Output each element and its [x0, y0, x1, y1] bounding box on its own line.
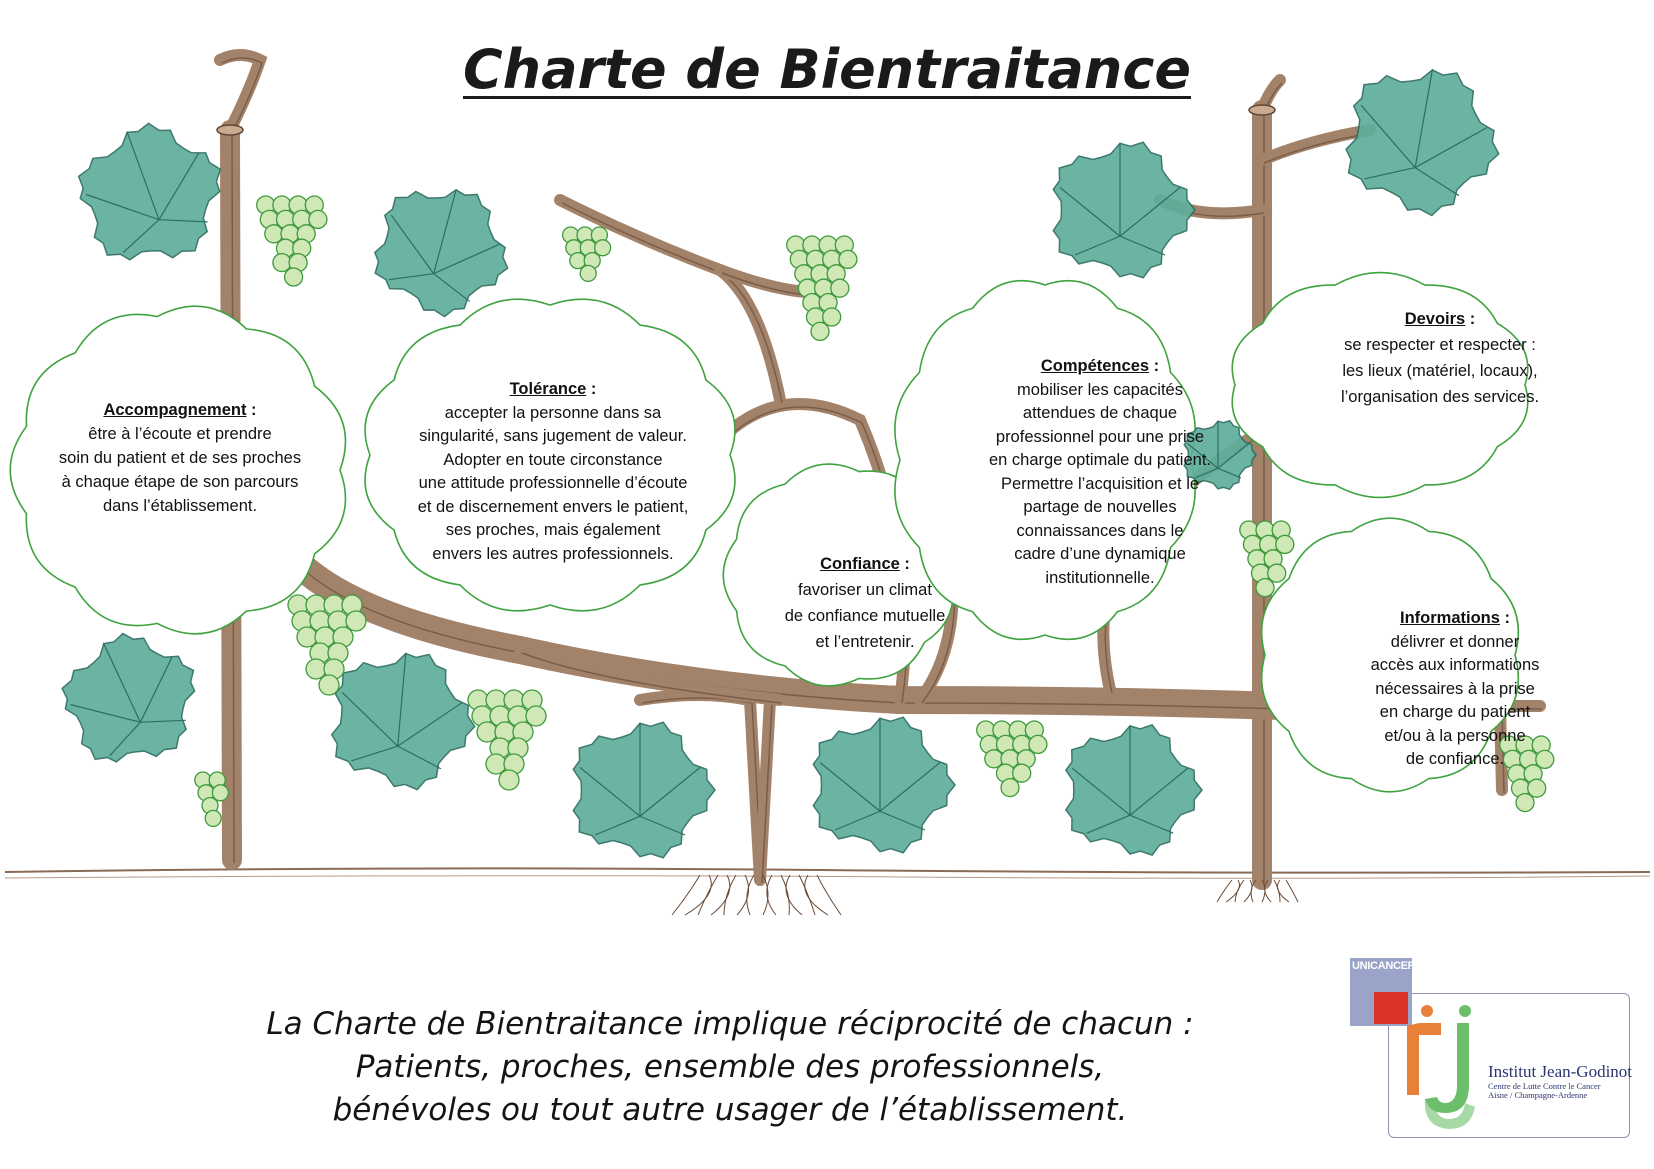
- bubble-heading: Devoirs: [1404, 310, 1466, 328]
- bubble-line: à chaque étape de son parcours: [61, 473, 299, 491]
- bubble-line: dans l’établissement.: [102, 497, 258, 515]
- footer-line: La Charte de Bientraitance implique réciprocité de chacun :: [266, 1006, 1194, 1042]
- bubble-line: cadre d’une dynamique: [1014, 545, 1186, 563]
- bubble-line: envers les autres professionnels.: [432, 544, 674, 563]
- bubble-line: mobiliser les capacités: [1017, 380, 1183, 399]
- vine-leaf-icon: [64, 106, 244, 282]
- grape-cluster-icon: [563, 227, 611, 281]
- bubble-line: en charge du patient: [1379, 703, 1531, 721]
- bubble-heading: Compétences: [1040, 357, 1150, 375]
- bubble-line: de confiance.: [1405, 750, 1505, 768]
- bubble-devoirs: Devoirs : se respecter et respecter : les lieux (matériel, locaux), l’organisation des services.: [1310, 306, 1570, 410]
- grape-cluster-icon: [257, 196, 327, 286]
- vine-leaf-icon: [1066, 725, 1202, 855]
- institut-sub-2: Aisne / Champagne-Ardenne: [1488, 1090, 1588, 1100]
- bubble-line: nécessaires à la prise: [1375, 679, 1535, 698]
- grape-cluster-icon: [468, 690, 546, 790]
- vine-leaf-icon: [813, 717, 955, 853]
- bubble-line: connaissances dans le: [1016, 521, 1184, 540]
- bubble-line: soin du patient et de ses proches: [58, 449, 302, 467]
- ground-line-shadow: [5, 876, 1650, 879]
- vine-leaf-icon: [328, 647, 481, 794]
- vine-leaf-icon: [573, 722, 715, 858]
- bubble-line: accès aux informations: [1370, 656, 1540, 674]
- bubble-line: une attitude professionnelle d’écoute: [418, 474, 688, 492]
- footer-line: Patients, proches, ensemble des professionnels,: [355, 1049, 1105, 1085]
- bubble-line: et/ou à la personne: [1384, 726, 1526, 745]
- bubble-line: et l’entretenir.: [815, 633, 915, 651]
- bubble-line: se respecter et respecter :: [1344, 336, 1536, 354]
- root-strand: [817, 875, 841, 915]
- vine-leaf-icon: [1053, 142, 1195, 278]
- institut-name-block: [1488, 1062, 1632, 1100]
- bubble-accompagnement: Accompagnement : être à l’écoute et prendre soin du patient et de ses proches à chaque étape de son parcours dans l’établissement.: [20, 398, 340, 518]
- vine-branch: [760, 700, 770, 880]
- bubble-line: l’organisation des services.: [1340, 388, 1540, 406]
- bubble-line: accepter la personne dans sa: [444, 403, 662, 422]
- root-strand: [781, 875, 789, 915]
- ijg-monogram-logo: [1405, 1003, 1485, 1133]
- bubble-heading: Tolérance: [509, 380, 587, 398]
- unicancer-label: UNICANCER: [1352, 960, 1416, 972]
- ground-line: [5, 868, 1650, 872]
- unicancer-red-square: [1374, 992, 1408, 1024]
- bubble-line: être à l’écoute et prendre: [88, 425, 272, 443]
- bubble-line: délivrer et donner: [1390, 632, 1520, 651]
- institut-sub-1: Centre de Lutte Contre le Cancer: [1488, 1081, 1601, 1091]
- bubble-line: Permettre l’acquisition et le: [1000, 474, 1200, 493]
- bubble-line: singularité, sans jugement de valeur.: [419, 427, 687, 445]
- root-strand: [1277, 880, 1289, 902]
- bubble-informations: Informations : délivrer et donner accès aux informations nécessaires à la prise en charge du patient et/ou à la personne de confiance.: [1325, 607, 1585, 772]
- root-strand: [1286, 880, 1298, 902]
- bubble-line: professionnel pour une prise: [995, 427, 1205, 446]
- bubble-line: favoriser un climat: [798, 581, 932, 599]
- bubble-line: et de discernement envers le patient,: [417, 497, 689, 516]
- institut-name: Institut Jean-Godinot: [1488, 1062, 1633, 1081]
- bubble-tolerance: Tolérance : accepter la personne dans sa singularité, sans jugement de valeur. Adopter en toute circonstance une attitude professionnelle d’écoute et de discernement envers le patient, ses proches, mais également envers les autres professionnels.: [378, 378, 728, 566]
- vine-leaf-icon: [47, 613, 220, 783]
- bubble-line: institutionnelle.: [1045, 568, 1155, 587]
- bubble-line: de confiance mutuelle: [784, 607, 946, 625]
- trunk-top: [1249, 105, 1275, 115]
- bubble-line: attendues de chaque: [1022, 404, 1178, 422]
- bubble-heading: Accompagnement: [103, 401, 247, 419]
- bubble-heading: Confiance: [820, 555, 900, 573]
- bubble-line: Adopter en toute circonstance: [443, 450, 663, 469]
- root-strand: [724, 875, 736, 915]
- bubble-competences: Compétences : mobiliser les capacités attendues de chaque professionnel pour une prise en charge optimale du patient. Permettre l’acquisition et le partage de nouvelles connaissances dans le cadre d’une dynamique institutionnelle.: [960, 355, 1240, 590]
- bubble-line: ses proches, mais également: [445, 521, 661, 539]
- root-strand: [1274, 880, 1280, 902]
- bubble-line: partage de nouvelles: [1023, 498, 1177, 516]
- unicancer-logo: [1350, 958, 1416, 1026]
- trunk-top: [217, 125, 243, 135]
- grape-cluster-icon: [977, 721, 1047, 797]
- root-strand: [672, 875, 700, 915]
- footer-statement: [230, 1003, 1230, 1132]
- bubble-heading: Informations: [1399, 609, 1500, 627]
- bubble-line: en charge optimale du patient.: [989, 451, 1211, 469]
- page-title: Charte de Bientraitance: [463, 38, 1191, 101]
- bubble-line: les lieux (matériel, locaux),: [1342, 362, 1538, 380]
- bubble-confiance: Confiance : favoriser un climat de confiance mutuelle et l’entretenir.: [750, 551, 980, 655]
- footer-line: bénévoles ou tout autre usager de l’établissement.: [332, 1092, 1128, 1128]
